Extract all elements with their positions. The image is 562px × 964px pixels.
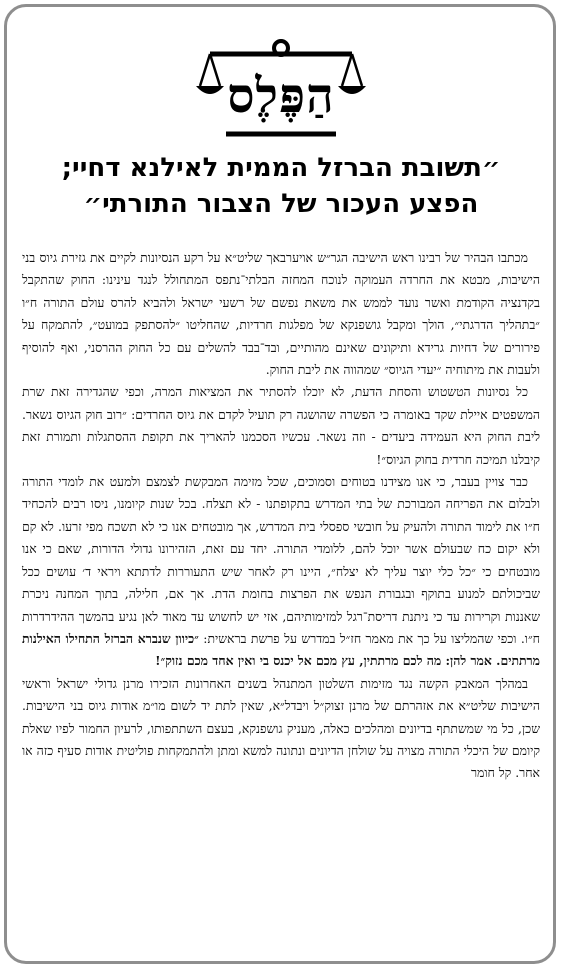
midrash-quote: ״כיוון שנברא הברזל התחילו האילנות מרתתים. אמר להן: מה לכם מרתתין, עץ מכם אל יכנס בי ואין אחד מכם נזוק״! xyxy=(22,630,540,669)
masthead-title: הַפֶּלֶס xyxy=(227,68,335,124)
article-body xyxy=(22,247,540,785)
paragraph-3-text: כבר צויין בעבר, כי אנו מצידנו בטוחים וסמוכים, שכל מזימה המבקשת לצמצם ולמעט את לומדי התורה ולבלום את הפריחה המבורכת של בתי המדרש בתקופתנו - לא תצלח. בכל שנות קיומנו, ניסו רבים להכחיד ח״ו את לימוד התורה ולהעיק על חובשי ספסלי בית המדרש, אך מובטחים אנו כי לא תשכח מפי זרעו. לא קם ולא יקום כח שבעולם אשר יוכל להם, ללומדי התורה. יחד עם זאת, הזהירונו גדולי הדורות, שאם כי אנו מובטחים כי ״כל כלי יוצר עליך לא יצלח״, היינו רק לאחר שיש התעוררות לדתתא ויראי ד׳ עושים ככל שביכולתם למנוע בתוקף ובגבורת הנפש את הפרצות בחומת הדת. אך אם, חלילה, בתוך המחנה ניכרת שאננות וקרירות עד כי ניתנת דריסת־רגל למזימותיהם, אזי יש לחשוש עד מאוד לאן נגיע בהמשך ההידרדרות ח״ו. וכפי שהמליצו על כך את מאמר חז״ל במדרש על פרשת בראשית: xyxy=(22,474,541,646)
headline-line-1: ״תשובת הברזל הממית לאילנא דחיי; xyxy=(61,153,501,183)
masthead-logo xyxy=(196,34,366,139)
paragraph-1: מכתבו הבהיר של רבינו ראש הישיבה הגר״ש אויערבאך שליט״א על רקע הנסיונות לקיים את גזירת גיוס בני הישיבות, מבטא את החרדה העמוקה לנוכח המחזה הבלתי־נתפס המתחולל לנגד עינינו: החוק שהתקבל בקדנציה הקודמת ואשר נועד לממש את משאת נפשם של רשעי ישראל ולהביא להרס עולם התורה ח״ו ״בתהליך הדרגתי״, הולך ומקבל גושפנקא של מפלגות חרדיות, שהחליטו ״להסתפק במועט״, להתמקח על פירורים של דחיות גרידא ותיקונים שאינם מהותיים, ובד־בבד להשלים עם כל החוק ההרסני, ואף להוסיף ולעבות את מיתוחיה ״יעדי הגיוס״ שמהווה את ליבת החוק. xyxy=(22,250,540,378)
paragraph-2: כל נסיונות הטשטוש והסחת הדעת, לא יוכלו להסתיר את המציאות המרה, וכפי שהגדירה זאת שרת המשפטים איילת שקד באומרה כי הפשרה שהושגה רק תועיל לקדם את גיוס החרדים: ״רוב חוק הגיוס נשאר. ליבת החוק היא העמידה ביעדים - וזה נשאר. עכשיו הסכמנו להאריך את תקופת ההסתגלות ותמורת זאת קיבלנו תמיכה חרדית בחוק הגיוס״! xyxy=(22,384,540,467)
paragraph-3 xyxy=(22,471,540,673)
paragraph-4: במהלך המאבק הקשה נגד מזימות השלטון המתנהל בשנים האחרונות הזכירו מרנן גדולי ישראל וראשי הישיבות שליט״א את אזהרתם של מרנן זצוק״ל ויבדל״א, שאין לתת יד לשום מו״מ אודות גיוס בני הישיבות. שכן, כל מי שמשתתף בדיונים ומהלכים כאלה, מעניק גושפנקא, בעצם השתתפותו, לרעיון החמור לפיו שאלת קיומם של היכלי התורה מצויה על שולחן הדיונים ונתונה למשא ומתן ולהתמקחות פוליטית אודות סעיף כזה או אחר. קל חומר xyxy=(22,675,540,781)
headline xyxy=(26,150,536,222)
headline-line-2: הפצע העכור של הצבור התורתי״ xyxy=(83,189,479,219)
